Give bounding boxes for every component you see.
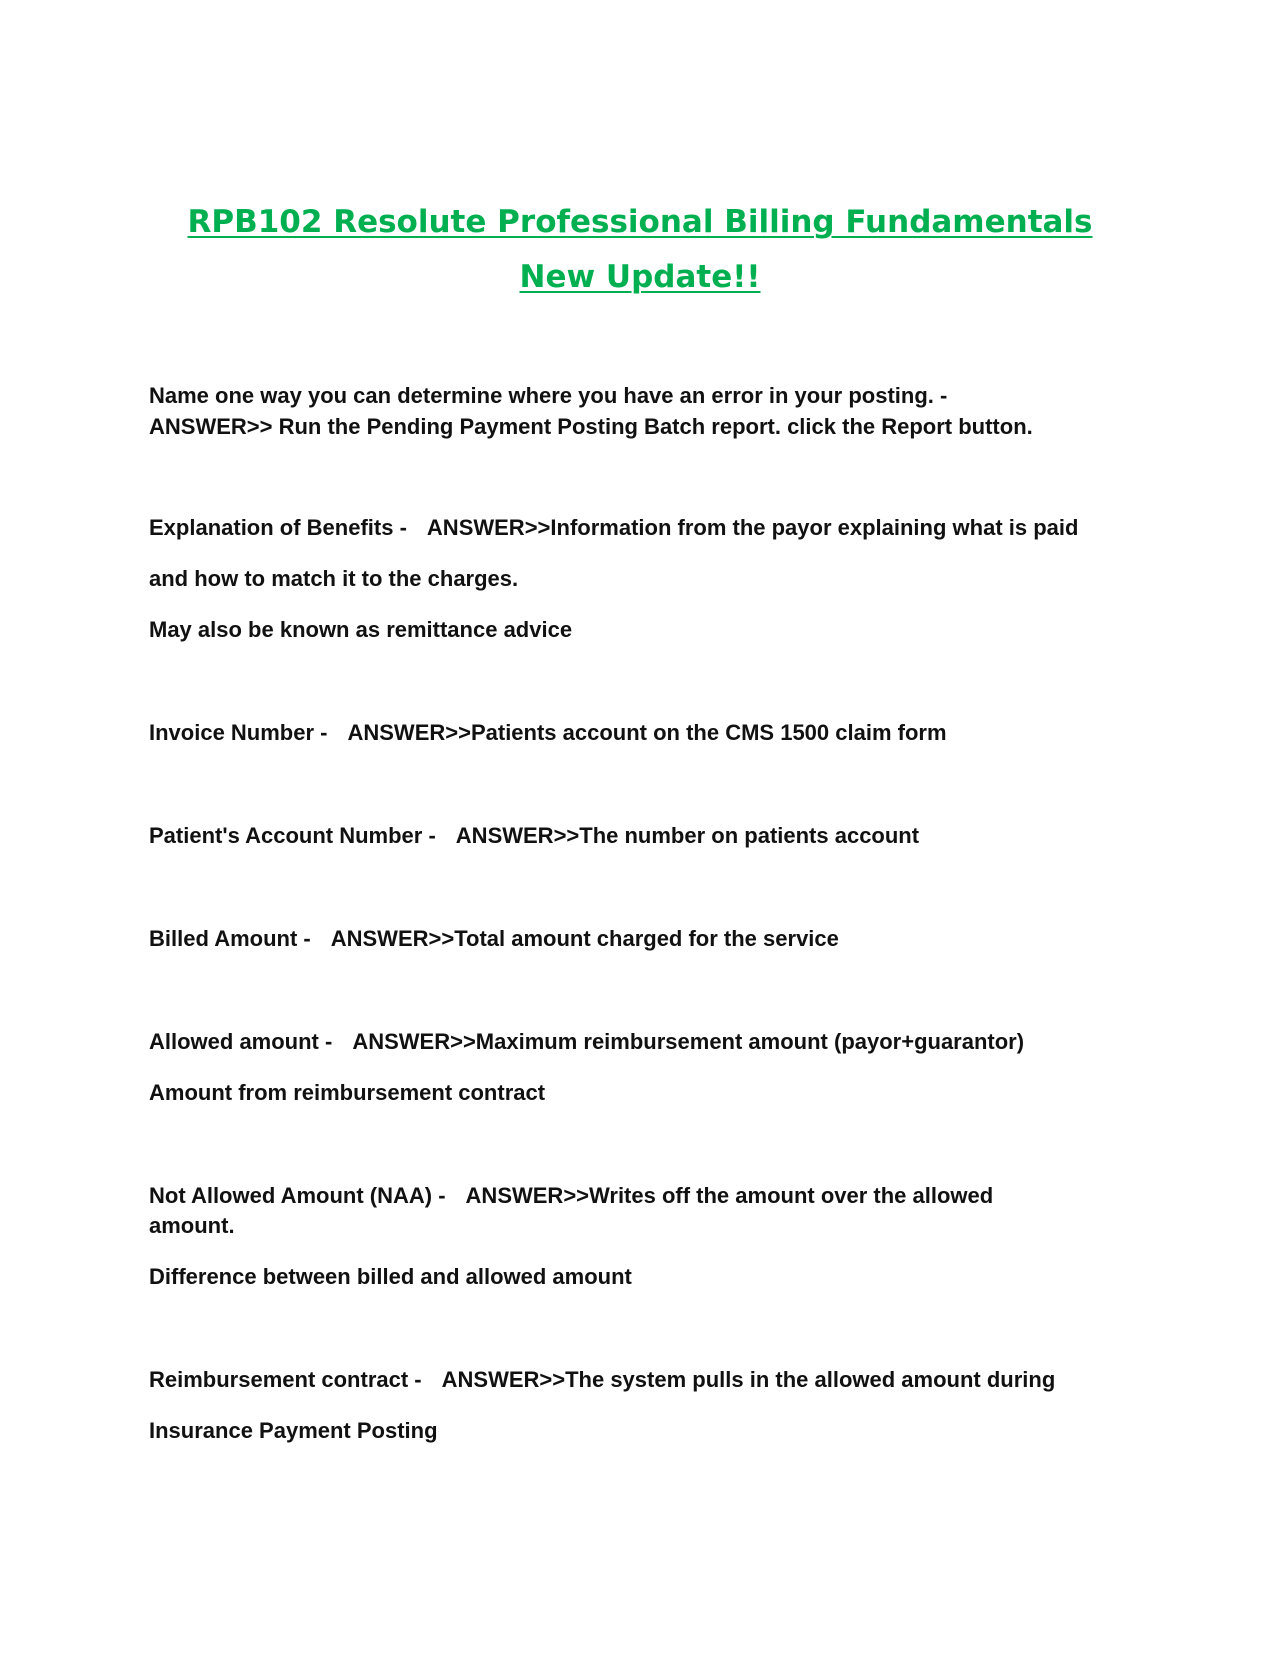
answer-text: ANSWER>>Writes off the amount over the allowed — [465, 1183, 994, 1208]
term-label: Invoice Number - — [149, 720, 328, 745]
term-label: Explanation of Benefits - — [149, 515, 407, 540]
qa-item-not-allowed-amount — [149, 1185, 993, 1207]
document-title-line-1: RPB102 Resolute Professional Billing Fundamentals — [187, 204, 1093, 240]
question-line: Name one way you can determine where you have an error in your posting. - — [149, 383, 948, 408]
term-label: Patient's Account Number - — [149, 823, 436, 848]
answer-continuation: Difference between billed and allowed amount — [149, 1264, 632, 1289]
qa-item-reimbursement-contract — [149, 1369, 1055, 1391]
answer-text: ANSWER>>Patients account on the CMS 1500 claim form — [347, 720, 947, 745]
qa-item-explanation-of-benefits — [149, 517, 1078, 539]
answer-text: ANSWER>>Maximum reimbursement amount (payor+guarantor) — [352, 1029, 1025, 1054]
answer-continuation: Amount from reimbursement contract — [149, 1080, 546, 1105]
term-label: Allowed amount - — [149, 1029, 333, 1054]
qa-item-invoice-number — [149, 722, 947, 744]
answer-text: ANSWER>>The number on patients account — [455, 823, 920, 848]
answer-continuation: May also be known as remittance advice — [149, 617, 573, 642]
qa-item-billed-amount — [149, 928, 839, 950]
answer-continuation: amount. — [149, 1213, 235, 1238]
answer-continuation: Insurance Payment Posting — [149, 1418, 438, 1443]
term-label: Reimbursement contract - — [149, 1367, 422, 1392]
answer-text: ANSWER>>Total amount charged for the service — [330, 926, 839, 951]
answer-continuation: and how to match it to the charges. — [149, 566, 519, 591]
answer-text: ANSWER>>Information from the payor explaining what is paid — [426, 515, 1079, 540]
answer-text: ANSWER>>The system pulls in the allowed amount during — [441, 1367, 1056, 1392]
document-title-line-2: New Update!! — [519, 259, 761, 295]
qa-item-allowed-amount — [149, 1031, 1024, 1053]
qa-item-patients-account-number — [149, 825, 919, 847]
term-label: Not Allowed Amount (NAA) - — [149, 1183, 446, 1208]
term-label: Billed Amount - — [149, 926, 311, 951]
answer-line: ANSWER>> Run the Pending Payment Posting Batch report. click the Report button. — [149, 414, 1033, 439]
